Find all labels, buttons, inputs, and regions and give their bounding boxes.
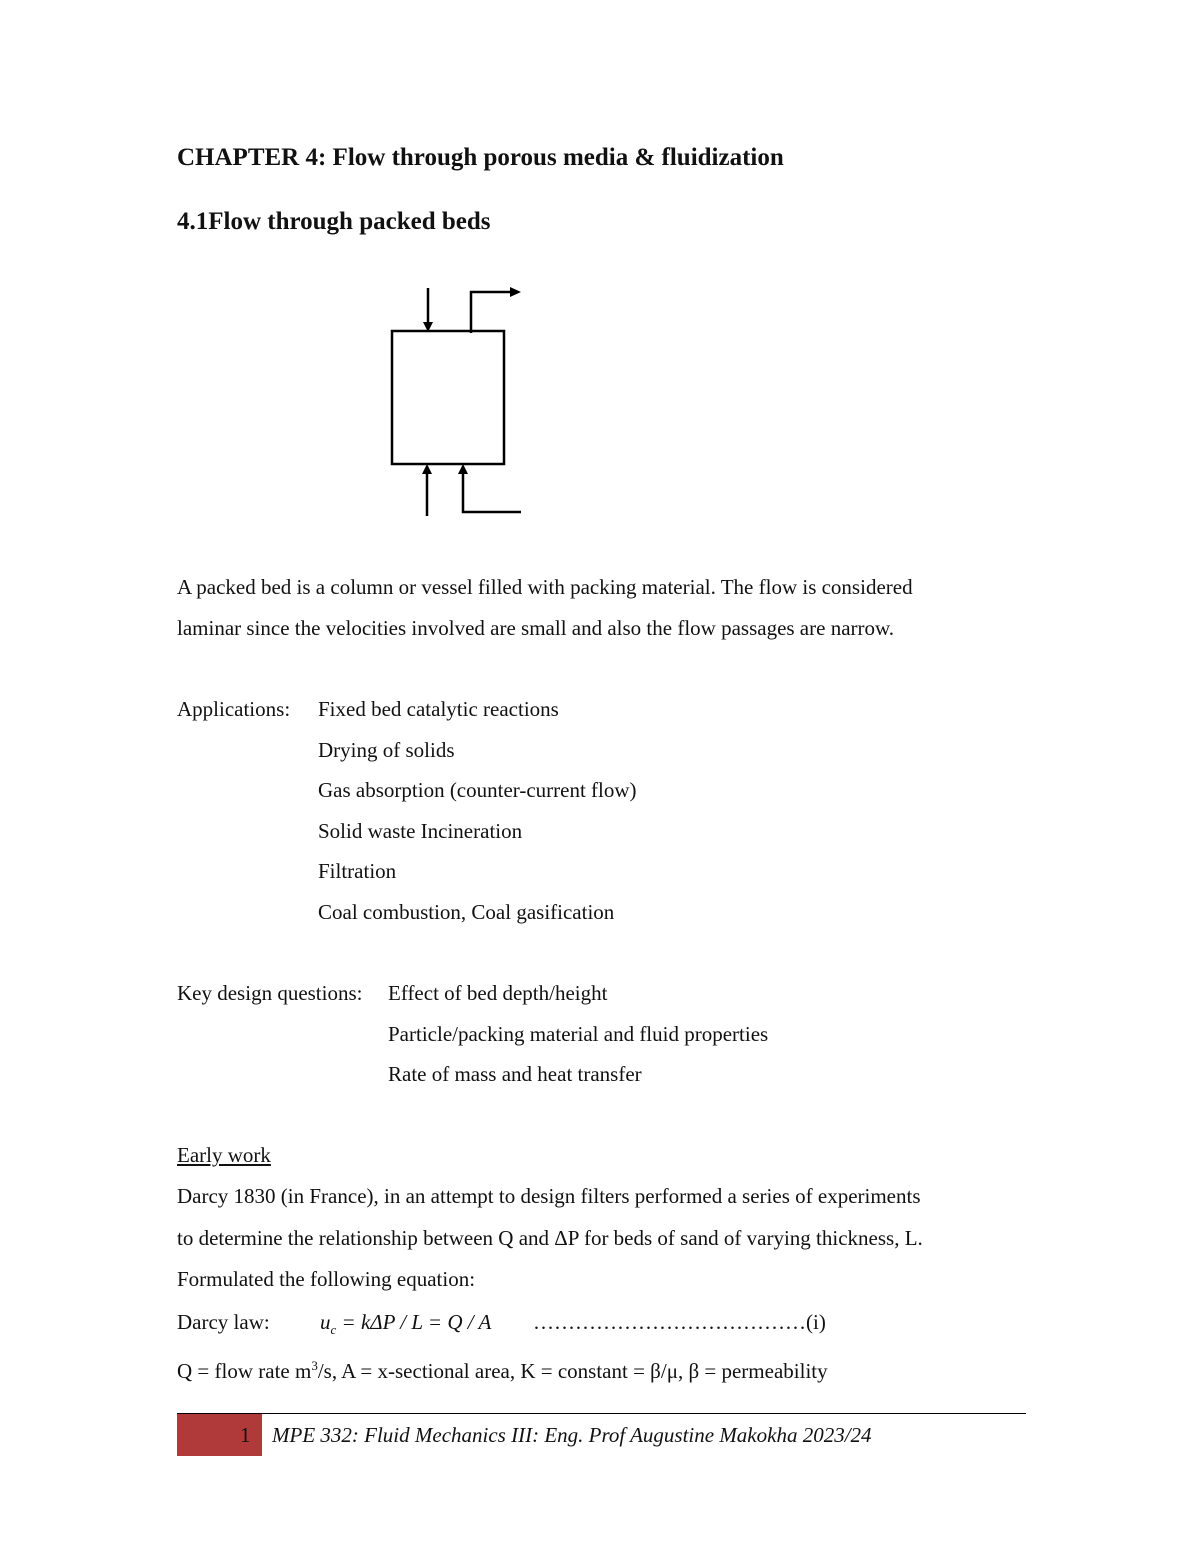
- application-item: Coal combustion, Coal gasification: [318, 900, 615, 924]
- defs-superscript: 3: [311, 1358, 318, 1373]
- design-question-item: Rate of mass and heat transfer: [388, 1062, 642, 1086]
- top-outlet-arrowhead: [510, 287, 521, 297]
- defs-part-b: /s, A = x-sectional area, K = constant = β/μ, β = permeability: [317, 1359, 828, 1383]
- application-item: Drying of solids: [318, 738, 455, 762]
- application-item: Fixed bed catalytic reactions: [318, 697, 559, 721]
- eq-u: u: [320, 1310, 331, 1334]
- top-outlet-line: [471, 292, 512, 333]
- application-item: Solid waste Incineration: [318, 819, 523, 843]
- eq-subscript: c: [330, 1322, 337, 1338]
- design-question-item: Effect of bed depth/height: [388, 981, 608, 1005]
- application-item: Filtration: [318, 859, 397, 883]
- packed-bed-diagram: [380, 280, 530, 525]
- early-work-line-1: Darcy 1830 (in France), in an attempt to design filters performed a series of experiments: [177, 1184, 921, 1208]
- darcy-law-equation: [320, 1310, 491, 1338]
- eq-rest: = kΔP / L = Q / A: [336, 1310, 492, 1334]
- bottom-inlet-arrowhead-2: [458, 464, 468, 474]
- applications-label: Applications:: [177, 697, 291, 721]
- page-number: 1: [240, 1423, 251, 1447]
- defs-part-a: Q = flow rate m: [177, 1359, 312, 1383]
- design-question-item: Particle/packing material and fluid properties: [388, 1022, 769, 1046]
- bottom-inlet-arrowhead-1: [422, 464, 432, 474]
- intro-line-2: laminar since the velocities involved are small and also the flow passages are narrow.: [177, 616, 895, 640]
- darcy-law-label: Darcy law:: [177, 1310, 270, 1334]
- early-work-heading: Early work: [177, 1143, 271, 1167]
- equation-number: …………………………………(i): [533, 1310, 826, 1334]
- design-questions-label: Key design questions:: [177, 981, 363, 1005]
- chapter-title: CHAPTER 4: Flow through porous media & fluidization: [177, 144, 784, 171]
- footer-course-text: MPE 332: Fluid Mechanics III: Eng. Prof Augustine Makokha 2023/24: [272, 1423, 872, 1447]
- packed-bed-column: [392, 331, 504, 464]
- early-work-line-2: to determine the relationship between Q and ΔP for beds of sand of varying thickness, L.: [177, 1226, 923, 1250]
- intro-line-1: A packed bed is a column or vessel filled with packing material. The flow is considered: [177, 575, 913, 599]
- section-title: 4.1Flow through packed beds: [177, 208, 491, 235]
- early-work-line-3: Formulated the following equation:: [177, 1267, 476, 1291]
- bottom-inlet-line-2: [463, 472, 521, 512]
- footer-rule: [177, 1413, 1026, 1414]
- variable-definitions: [177, 1358, 828, 1384]
- application-item: Gas absorption (counter-current flow): [318, 778, 637, 802]
